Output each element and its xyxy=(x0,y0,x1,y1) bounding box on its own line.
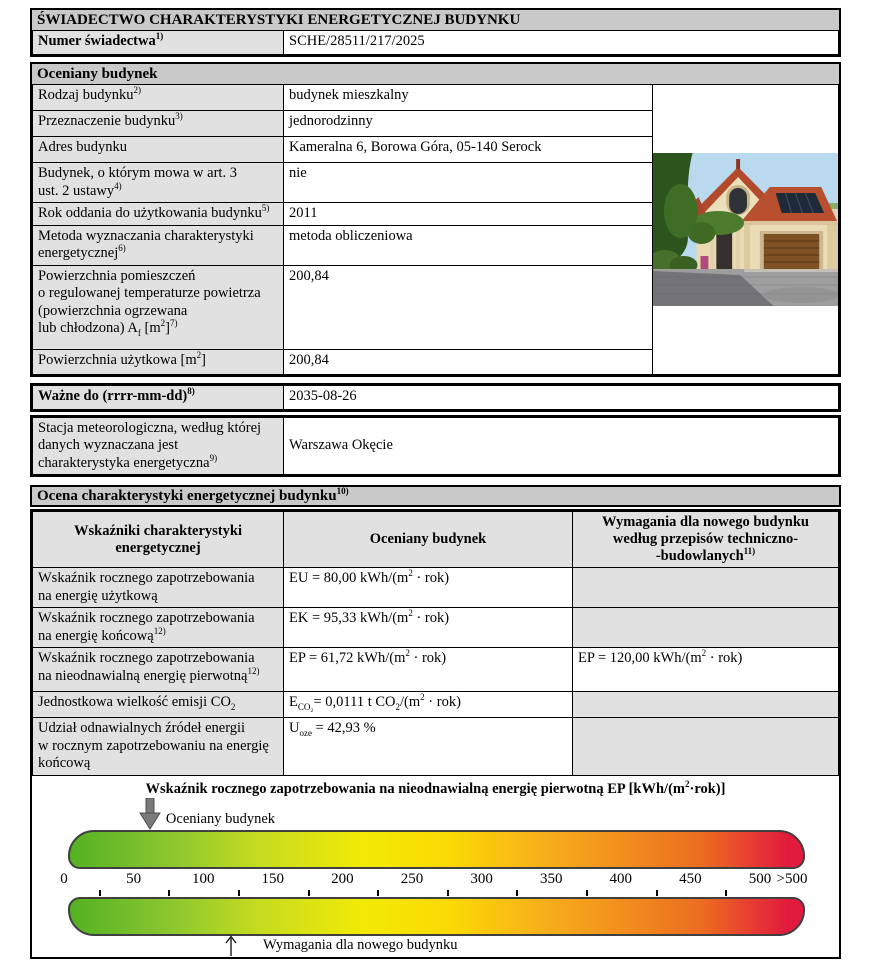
building-row-value: budynek mieszkalny xyxy=(284,85,653,111)
assessment-row-label: Wskaźnik rocznego zapotrzebowania na energię użytkową xyxy=(33,568,284,608)
assessment-table-row xyxy=(33,692,839,718)
photo-garage-door xyxy=(764,234,819,271)
building-row-label: Metoda wyznaczania charakterystyki energetycznej$^{6)}$ xyxy=(33,225,284,265)
assessment-row-building-value: EK = 95,33 kWh/$(m^2 \cdot rok)$ xyxy=(284,608,573,648)
assessment-table-row xyxy=(33,608,839,648)
building-row-label: Rok oddania do użytkowania budynku$^{5)}$ xyxy=(33,203,284,226)
scale-tick-label: 350 xyxy=(539,870,563,887)
validity-label: Ważne do (rrrr-mm-dd)$^{8)}$ xyxy=(33,385,284,409)
building-block xyxy=(30,62,841,377)
building-row-value: jednorodzinny xyxy=(284,111,653,137)
building-row-label: Budynek, o którym mowa w art. 3 ust. 2 ustawy$^{4)}$ xyxy=(33,163,284,203)
scale-minor-tick xyxy=(308,890,310,896)
assessment-row-requirement-value xyxy=(573,608,839,648)
building-row-label: Rodzaj budynku$^{2)}$ xyxy=(33,85,284,111)
new-building-requirement-marker-arrow-icon xyxy=(224,935,238,961)
assessed-building-marker-arrow-icon xyxy=(138,798,162,835)
energy-scale-bar-top xyxy=(68,830,805,869)
assessment-row-building-value: EU = 80,00 kWh/$(m^2 \cdot rok)$ xyxy=(284,568,573,608)
assessment-row-requirement-value: EP = 120,00 kWh/$(m^2 \cdot rok)$ xyxy=(573,648,839,692)
validity-value: 2035-08-26 xyxy=(284,385,839,409)
assessment-table-row xyxy=(33,648,839,692)
scale-minor-tick xyxy=(168,890,170,896)
validity-table xyxy=(32,385,839,410)
assessment-row-building-value: $U_{oze} = 42,93$ % xyxy=(284,718,573,776)
building-row-value: metoda obliczeniowa xyxy=(284,225,653,265)
scale-minor-tick xyxy=(447,890,449,896)
building-row-label: Przeznaczenie budynku$^{3)}$ xyxy=(33,111,284,137)
assessment-col-header-indicators: Wskaźniki charakterystyki energetycznej xyxy=(33,512,284,568)
energy-scale-bar-bottom xyxy=(68,897,805,936)
assessment-section-header: Ocena charakterystyki energetycznej budynku$^{10)}$ xyxy=(32,487,839,505)
assessment-table xyxy=(32,511,839,776)
assessment-row-label: Jednostkowa wielkość emisji $CO_2$ xyxy=(33,692,284,718)
certificate-title: ŚWIADECTWO CHARAKTERYSTYKI ENERGETYCZNEJ BUDYNKU xyxy=(32,10,839,30)
weather-station-block xyxy=(30,415,841,478)
building-row-value: 200,84 xyxy=(284,265,653,349)
certificate-number-table xyxy=(32,30,839,55)
assessment-row-requirement-value xyxy=(573,692,839,718)
scale-tick-label: 500 xyxy=(748,870,772,887)
certificate-number-value: SCHE/28511/217/2025 xyxy=(284,31,839,55)
scale-minor-tick xyxy=(377,890,379,896)
assessment-row-label: Wskaźnik rocznego zapotrzebowania na nieodnawialną energię pierwotną$^{12)}$ xyxy=(33,648,284,692)
assessment-table-row xyxy=(33,568,839,608)
scale-minor-tick xyxy=(656,890,658,896)
energy-chart-title: Wskaźnik rocznego zapotrzebowania na nieodnawialną energię pierwotną EP $[kWh/(m^2\cdot rok)]$ xyxy=(145,778,726,797)
assessment-row-requirement-value xyxy=(573,568,839,608)
assessment-row-building-value: $E_{CO_2}= 0,0111$ t $CO_2/(m^2 \cdot rok)$ xyxy=(284,692,573,718)
assessment-row-requirement-value xyxy=(573,718,839,776)
scale-minor-tick xyxy=(238,890,240,896)
building-section-header: Oceniany budynek xyxy=(32,64,839,84)
weather-station-table xyxy=(32,417,839,476)
scale-minor-tick xyxy=(516,890,518,896)
building-row-label: Adres budynku xyxy=(33,137,284,163)
building-row-label: Powierzchnia użytkowa $[m^2]$ xyxy=(33,349,284,374)
building-row-value: Kameralna 6, Borowa Góra, 05-140 Serock xyxy=(284,137,653,163)
weather-station-value: Warszawa Okęcie xyxy=(284,417,839,475)
assessment-body-block xyxy=(30,509,841,959)
validity-block xyxy=(30,383,841,412)
scale-tick-label: 450 xyxy=(679,870,702,887)
building-photo-cell xyxy=(653,85,839,375)
certificate-header-block xyxy=(30,8,841,57)
assessment-row-label: Wskaźnik rocznego zapotrzebowania na energię końcową$^{12)}$ xyxy=(33,608,284,648)
building-row-value: 2011 xyxy=(284,203,653,226)
scale-overflow-label: >500 xyxy=(776,870,808,887)
building-row-value: 200,84 xyxy=(284,349,653,374)
assessment-col-header-building: Oceniany budynek xyxy=(284,512,573,568)
energy-scale-chart xyxy=(32,776,839,957)
scale-tick-label: 0 xyxy=(60,870,68,887)
scale-tick-label: 100 xyxy=(191,870,215,887)
scale-tick-label: 250 xyxy=(400,870,424,887)
assessment-col-header-requirements: Wymagania dla nowego budynku według przepisów techniczno- -budowlanych$^{11)}$ xyxy=(573,512,839,568)
scale-minor-tick xyxy=(99,890,101,896)
weather-station-label: Stacja meteorologiczna, według której danych wyznaczana jest charakterystyka energetyczna$^{9)}$ xyxy=(33,417,284,475)
certificate-number-label: Numer świadectwa$^{1)}$ xyxy=(33,31,284,55)
new-building-requirement-marker-label: Wymagania dla nowego budynku xyxy=(263,936,458,953)
building-photo xyxy=(653,153,838,306)
scale-tick-label: 400 xyxy=(609,870,633,887)
scale-minor-tick xyxy=(586,890,588,896)
building-table xyxy=(32,84,839,375)
scale-tick-label: 50 xyxy=(126,870,142,887)
scale-tick-label: 300 xyxy=(470,870,493,887)
scale-tick-label: 200 xyxy=(331,870,354,887)
scale-minor-tick xyxy=(725,890,727,896)
building-row-value: nie xyxy=(284,163,653,203)
assessment-row-building-value: EP = 61,72 kWh/$(m^2 \cdot rok)$ xyxy=(284,648,573,692)
building-row-label: Powierzchnia pomieszczeń o regulowanej temperaturze powietrza (powierzchnia ogrzewana lub chłodzona) $A_f$ $[m^2]^{7)}$ xyxy=(33,265,284,349)
assessment-row-label: Udział odnawialnych źródeł energii w rocznym zapotrzebowaniu na energię końcową xyxy=(33,718,284,776)
assessed-building-marker-label: Oceniany budynek xyxy=(165,810,276,827)
photo-driveway xyxy=(653,269,838,306)
scale-tick-label: 150 xyxy=(261,870,285,887)
building-table-row xyxy=(33,85,839,111)
assessment-table-row xyxy=(33,718,839,776)
assessment-header-block xyxy=(30,485,841,507)
